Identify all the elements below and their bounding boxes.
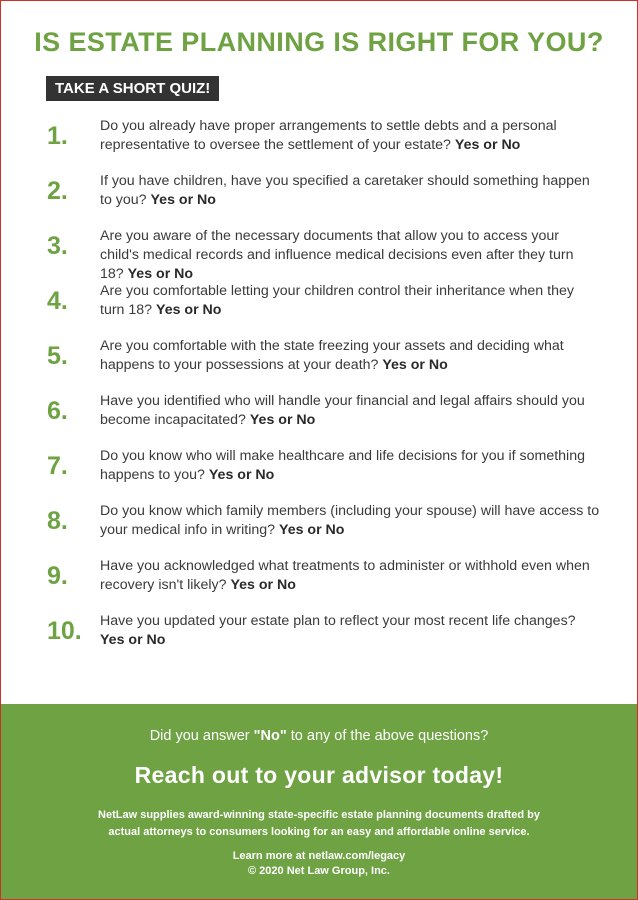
question-text: Do you already have proper arrangements to settle debts and a personal representative to oversee the settlement of your estate? [100, 118, 557, 153]
question-item [1, 337, 637, 392]
question-text: Are you comfortable letting your children control their inheritance when they turn 18? [100, 283, 574, 318]
footer-question [1, 728, 637, 744]
question-number: 1. [47, 122, 68, 150]
question-text-block [100, 172, 600, 210]
question-number: 10. [47, 617, 82, 645]
question-answer: Yes or No [100, 632, 166, 648]
question-answer: Yes or No [249, 412, 316, 428]
question-text-block [100, 282, 600, 320]
question-answer: Yes or No [208, 467, 275, 483]
question-text-block [100, 117, 600, 155]
question-item [1, 282, 637, 337]
question-text-block [100, 557, 600, 595]
question-number: 7. [47, 452, 68, 480]
question-answer: Yes or No [454, 137, 521, 153]
question-text: If you have children, have you specified a caretaker should something happen to you? [100, 173, 590, 208]
question-answer: Yes or No [279, 522, 345, 538]
question-number: 6. [47, 397, 68, 425]
question-text: Do you know which family members (including your spouse) will have access to your medical info in writing? [100, 503, 600, 538]
question-text: Have you acknowledged what treatments to administer or withhold even when recovery isn't likely? [100, 558, 590, 593]
question-text: Are you comfortable with the state freezing your assets and deciding what happens to your possessions at your death? [100, 338, 564, 373]
question-item [1, 557, 637, 612]
question-number: 8. [47, 507, 68, 535]
question-item [1, 117, 637, 172]
question-text-block [100, 502, 600, 540]
footer-question-pre: Did you answer [149, 728, 254, 744]
question-text-block [100, 392, 600, 430]
footer-question-bold: "No" [253, 728, 287, 744]
question-item [1, 227, 637, 282]
copyright: © 2020 Net Law Group, Inc. [248, 865, 390, 877]
question-number: 9. [47, 562, 68, 590]
quiz-badge: TAKE A SHORT QUIZ! [46, 76, 219, 101]
question-item [1, 502, 637, 557]
footer-banner [1, 704, 637, 899]
question-item [1, 172, 637, 227]
question-answer: Yes or No [230, 577, 296, 593]
question-text-block [100, 337, 600, 375]
question-item [1, 392, 637, 447]
question-text: Are you aware of the necessary documents that allow you to access your child's medical records and influence medical decisions even after they turn 18? [100, 228, 574, 282]
question-text-block [100, 227, 600, 284]
footer-description: NetLaw supplies award-winning state-specific estate planning documents drafted by actual attorneys to consumers looking for an easy and affordable online service. [98, 809, 540, 838]
question-item [1, 612, 637, 667]
question-text: Have you updated your estate plan to reflect your most recent life changes? [100, 613, 576, 629]
page-title: IS ESTATE PLANNING IS RIGHT FOR YOU? [34, 27, 604, 57]
learn-more-link[interactable]: Learn more at netlaw.com/legacy [232, 850, 406, 862]
question-list [1, 117, 637, 667]
question-text: Do you know who will make healthcare and life decisions for you if something happens to you? [100, 448, 585, 483]
question-answer: Yes or No [127, 266, 194, 282]
question-answer: Yes or No [382, 357, 448, 373]
question-number: 5. [47, 342, 68, 370]
question-number: 4. [47, 287, 68, 315]
question-number: 3. [47, 232, 68, 260]
question-text: Have you identified who will handle your financial and legal affairs should you become incapacitated? [100, 393, 585, 428]
question-text-block [100, 612, 600, 650]
question-text-block [100, 447, 600, 485]
question-number: 2. [47, 177, 68, 205]
question-item [1, 447, 637, 502]
call-to-action: Reach out to your advisor today! [134, 762, 504, 788]
question-answer: Yes or No [150, 192, 216, 208]
footer-question-post: to any of the above questions? [286, 728, 489, 744]
question-answer: Yes or No [156, 302, 222, 318]
